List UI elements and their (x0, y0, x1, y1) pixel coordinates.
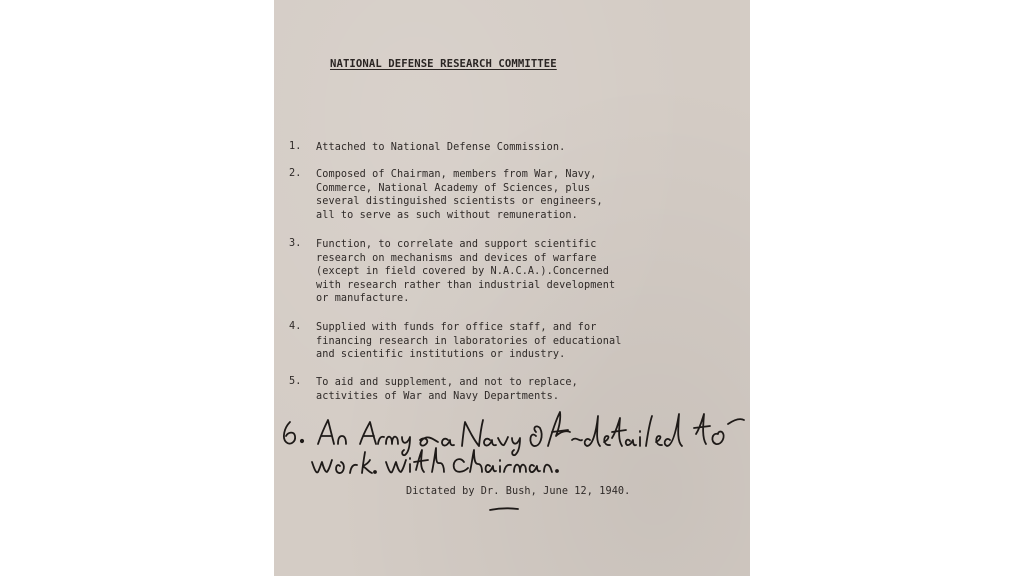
item-line: Composed of Chairman, members from War, Navy, (316, 169, 597, 180)
item-line: financing research in laboratories of educational (316, 335, 622, 347)
dictation-line: Dictated by Dr. Bush, June 12, 1940. (406, 486, 631, 497)
item-line: several distinguished scientists or engineers, (316, 196, 603, 207)
document-page (274, 0, 750, 576)
item-line: with research rather than industrial development (316, 279, 616, 291)
item-line: or manufacture. (316, 293, 410, 304)
item-line: To aid and supplement, and not to replace, (316, 377, 578, 388)
item-number: 4. (289, 321, 302, 332)
item-number: 5. (289, 376, 302, 387)
item-line: Commerce, National Academy of Sciences, plus (316, 182, 591, 194)
item-line: Function, to correlate and support scientific (316, 239, 597, 250)
document-title: NATIONAL DEFENSE RESEARCH COMMITTEE (330, 58, 557, 70)
item-number: 2. (289, 168, 302, 179)
item-line: activities of War and Navy Departments. (316, 390, 560, 402)
item-number: 1. (289, 141, 302, 152)
item-number: 3. (289, 238, 302, 249)
item-line: all to serve as such without remuneration. (316, 209, 578, 221)
item-line: Attached to National Defense Commission. (316, 142, 566, 153)
item-line: (except in field covered by N.A.C.A.).Concerned (316, 266, 609, 277)
item-line: research on mechanisms and devices of warfare (316, 252, 597, 264)
item-line: Supplied with funds for office staff, and for (316, 322, 597, 333)
item-line: and scientific institutions or industry. (316, 349, 566, 360)
